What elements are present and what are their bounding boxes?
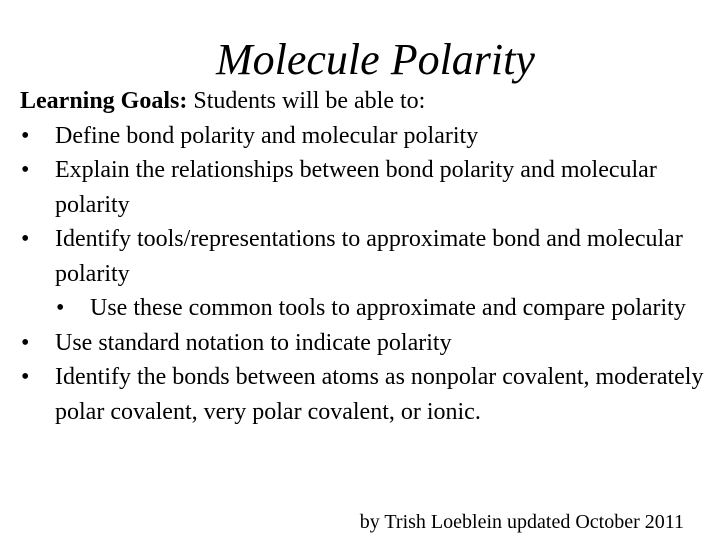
slide-content — [20, 84, 710, 429]
author-credit: by Trish Loeblein updated October 2011 — [359, 511, 684, 533]
bullet-text: Identify tools/representations to approximate bond and molecular polarity — [55, 226, 683, 287]
sub-bullet-item: • Use these common tools to approximate and compare polarity — [55, 291, 710, 326]
learning-goals-heading — [20, 84, 710, 119]
bullet-item: • Explain the relationships between bond polarity and molecular polarity — [20, 153, 710, 222]
sub-bullet-list — [55, 291, 710, 326]
slide-title: Molecule Polarity — [216, 35, 535, 84]
bullet-item — [20, 222, 710, 326]
bullet-item: • Identify the bonds between atoms as nonpolar covalent, moderately polar covalent, very polar covalent, or ionic. — [20, 360, 710, 429]
bullet-item: • Use standard notation to indicate polarity — [20, 326, 710, 361]
bullet-item: • Define bond polarity and molecular polarity — [20, 119, 710, 154]
learning-goals-label: Learning Goals: — [20, 88, 188, 114]
learning-goals-intro: Students will be able to: — [187, 88, 426, 114]
learning-goals-list — [20, 119, 710, 430]
